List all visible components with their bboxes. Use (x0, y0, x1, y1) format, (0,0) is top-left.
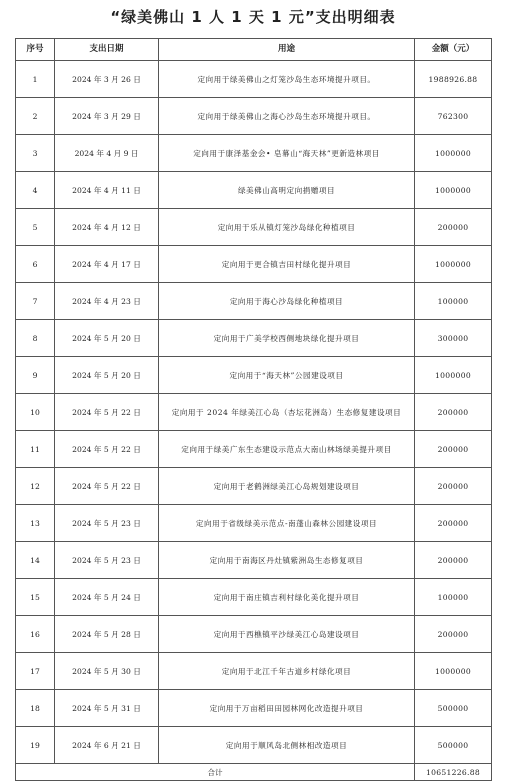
row-number: 14 (16, 542, 55, 579)
table-body (16, 61, 492, 764)
row-number: 16 (16, 616, 55, 653)
row-purpose: 定向用于万亩稻田田园林网化改造提升项目 (159, 690, 415, 727)
row-number: 18 (16, 690, 55, 727)
table-row (16, 468, 492, 505)
table-header-row (16, 39, 492, 61)
row-date: 2024 年 3 月 29 日 (55, 98, 159, 135)
row-date: 2024 年 3 月 26 日 (55, 61, 159, 98)
table-row (16, 690, 492, 727)
row-purpose: 定向用于西樵镇平沙绿美江心岛建设项目 (159, 616, 415, 653)
row-amount: 200000 (415, 542, 492, 579)
total-amount: 10651226.88 (415, 764, 492, 781)
row-purpose: 定向用于“海天林”公园建设项目 (159, 357, 415, 394)
row-purpose: 定向用于南庄镇吉利村绿化美化提升项目 (159, 579, 415, 616)
row-purpose: 绿美佛山高明定向捐赠项目 (159, 172, 415, 209)
row-number: 11 (16, 431, 55, 468)
row-amount: 200000 (415, 394, 492, 431)
row-date: 2024 年 5 月 30 日 (55, 653, 159, 690)
row-purpose: 定向用于更合镇吉田村绿化提升项目 (159, 246, 415, 283)
row-purpose: 定向用于 2024 年绿美江心岛（杏坛花洲岛）生态修复建设项目 (159, 394, 415, 431)
row-purpose: 定向用于广美学校西侧地块绿化提升项目 (159, 320, 415, 357)
row-date: 2024 年 5 月 20 日 (55, 320, 159, 357)
row-number: 15 (16, 579, 55, 616)
row-purpose: 定向用于绿美佛山之灯笼沙岛生态环境提升项目。 (159, 61, 415, 98)
table-row (16, 727, 492, 764)
row-number: 3 (16, 135, 55, 172)
table-row (16, 431, 492, 468)
row-date: 2024 年 4 月 17 日 (55, 246, 159, 283)
table-row (16, 653, 492, 690)
row-amount: 200000 (415, 616, 492, 653)
table-row (16, 320, 492, 357)
row-date: 2024 年 4 月 9 日 (55, 135, 159, 172)
row-purpose: 定向用于乐从镇灯笼沙岛绿化种植项目 (159, 209, 415, 246)
row-number: 8 (16, 320, 55, 357)
table-row (16, 98, 492, 135)
header-amount: 金额（元） (415, 39, 492, 61)
row-amount: 1000000 (415, 357, 492, 394)
row-amount: 200000 (415, 209, 492, 246)
total-row (16, 764, 492, 781)
row-number: 12 (16, 468, 55, 505)
header-purpose: 用途 (159, 39, 415, 61)
table-row (16, 357, 492, 394)
row-amount: 100000 (415, 283, 492, 320)
table-row (16, 209, 492, 246)
row-purpose: 定向用于南海区丹灶镇紫洲岛生态修复项目 (159, 542, 415, 579)
page-title: “绿美佛山 1 人 1 天 1 元”支出明细表 (110, 8, 396, 26)
row-amount: 200000 (415, 505, 492, 542)
row-purpose: 定向用于老鹤洲绿美江心岛规划建设项目 (159, 468, 415, 505)
row-amount: 762300 (415, 98, 492, 135)
row-date: 2024 年 5 月 22 日 (55, 468, 159, 505)
row-number: 17 (16, 653, 55, 690)
row-number: 9 (16, 357, 55, 394)
table-row (16, 542, 492, 579)
header-date: 支出日期 (55, 39, 159, 61)
table-row (16, 61, 492, 98)
row-date: 2024 年 4 月 12 日 (55, 209, 159, 246)
row-number: 2 (16, 98, 55, 135)
table-row (16, 283, 492, 320)
row-purpose: 定向用于康泽基金会• 皂幕山“海天林”更新造林项目 (159, 135, 415, 172)
row-amount: 500000 (415, 727, 492, 764)
row-amount: 500000 (415, 690, 492, 727)
row-number: 13 (16, 505, 55, 542)
table-row (16, 505, 492, 542)
header-no: 序号 (16, 39, 55, 61)
row-date: 2024 年 5 月 22 日 (55, 431, 159, 468)
row-amount: 200000 (415, 468, 492, 505)
row-date: 2024 年 5 月 24 日 (55, 579, 159, 616)
row-amount: 100000 (415, 579, 492, 616)
row-amount: 1000000 (415, 653, 492, 690)
table-row (16, 616, 492, 653)
expense-table (15, 38, 492, 781)
row-amount: 1988926.88 (415, 61, 492, 98)
row-date: 2024 年 6 月 21 日 (55, 727, 159, 764)
row-purpose: 定向用于海心沙岛绿化种植项目 (159, 283, 415, 320)
row-number: 5 (16, 209, 55, 246)
table-row (16, 135, 492, 172)
row-date: 2024 年 5 月 20 日 (55, 357, 159, 394)
row-purpose: 定向用于绿美佛山之海心沙岛生态环境提升项目。 (159, 98, 415, 135)
row-date: 2024 年 4 月 11 日 (55, 172, 159, 209)
row-number: 7 (16, 283, 55, 320)
row-amount: 1000000 (415, 172, 492, 209)
table-row (16, 246, 492, 283)
row-amount: 200000 (415, 431, 492, 468)
row-date: 2024 年 5 月 28 日 (55, 616, 159, 653)
row-date: 2024 年 5 月 23 日 (55, 505, 159, 542)
row-purpose: 定向用于顺风岛北侧林相改造项目 (159, 727, 415, 764)
table-row (16, 394, 492, 431)
row-number: 10 (16, 394, 55, 431)
row-number: 1 (16, 61, 55, 98)
row-purpose: 定向用于北江千年古道乡村绿化项目 (159, 653, 415, 690)
row-number: 4 (16, 172, 55, 209)
row-date: 2024 年 5 月 31 日 (55, 690, 159, 727)
row-amount: 1000000 (415, 135, 492, 172)
row-date: 2024 年 5 月 22 日 (55, 394, 159, 431)
row-date: 2024 年 4 月 23 日 (55, 283, 159, 320)
total-label: 合计 (16, 764, 415, 781)
row-number: 19 (16, 727, 55, 764)
row-amount: 1000000 (415, 246, 492, 283)
row-purpose: 定向用于省级绿美示范点-南蓬山森林公园建设项目 (159, 505, 415, 542)
table-row (16, 579, 492, 616)
row-number: 6 (16, 246, 55, 283)
row-amount: 300000 (415, 320, 492, 357)
row-date: 2024 年 5 月 23 日 (55, 542, 159, 579)
row-purpose: 定向用于绿美广东生态建设示范点大南山林场绿美提升项目 (159, 431, 415, 468)
table-row (16, 172, 492, 209)
